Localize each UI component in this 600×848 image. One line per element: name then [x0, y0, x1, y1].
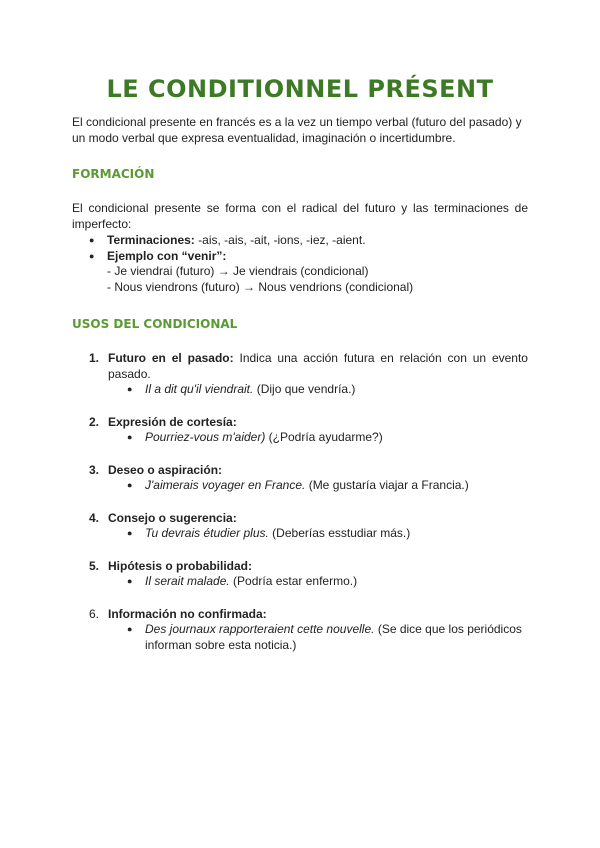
item-number: 4.	[89, 510, 100, 525]
list-item	[72, 415, 528, 446]
use-title: Futuro en el pasado:	[108, 351, 234, 365]
bullet-icon: ●	[127, 432, 133, 442]
use-example	[72, 478, 528, 494]
use-heading-line	[72, 351, 528, 382]
list-item	[72, 463, 528, 494]
example-translation: (Me gustaría viajar a Francia.)	[305, 478, 469, 492]
item-number: 3.	[89, 462, 100, 477]
example-translation: (Deberías esstudiar más.)	[268, 526, 411, 540]
example-line: - Je viendrai (futuro) → Je viendrais (condicional)	[107, 264, 369, 278]
example-translation: (Se dice que los periódicos informan sobre esta noticia.)	[145, 622, 522, 652]
bullet-icon: ●	[127, 384, 133, 394]
example-french: Il a dit qu'il viendrait.	[145, 382, 254, 396]
terminaciones-text: -ais, -ais, -ait, -ions, -iez, -aient.	[194, 233, 366, 247]
intro-paragraph: El condicional presente en francés es a la vez un tiempo verbal (futuro del pasado) y un modo verbal que expresa eventualidad, imaginación o incertidumbre.	[72, 115, 522, 145]
use-heading-line	[72, 607, 528, 623]
use-example	[72, 382, 528, 398]
list-item	[72, 607, 528, 654]
example-translation: (¿Podría ayudarme?)	[265, 430, 383, 444]
use-heading-line	[72, 463, 528, 479]
use-example	[72, 526, 528, 542]
bullet-icon: ●	[89, 235, 95, 245]
example-line: - Nous viendrons (futuro) → Nous vendrions (condicional)	[107, 279, 414, 294]
list-item	[72, 249, 528, 265]
use-example	[72, 622, 528, 653]
use-heading-line	[72, 559, 528, 575]
use-description: Indica una acción futura en relación con un evento pasado.	[108, 351, 528, 381]
use-title: Deseo o aspiración:	[108, 462, 223, 477]
list-item	[72, 511, 528, 542]
formation-list	[72, 233, 528, 295]
example-french: J'aimerais voyager en France.	[145, 478, 306, 492]
bullet-icon: ●	[127, 528, 133, 538]
uses-heading: USOS DEL CONDICIONAL	[72, 317, 238, 331]
use-heading-line	[72, 415, 528, 431]
terminaciones-label: Terminaciones:	[107, 233, 195, 247]
bullet-icon: ●	[127, 480, 133, 490]
example-french: Tu devrais étudier plus.	[145, 526, 269, 540]
uses-list	[72, 351, 528, 670]
page-title: LE CONDITIONNEL PRÉSENT	[106, 75, 494, 103]
list-item	[72, 351, 528, 398]
bullet-icon: ●	[89, 250, 95, 261]
item-number: 6.	[89, 606, 100, 621]
item-number: 1.	[89, 351, 100, 365]
bullet-icon: ●	[127, 624, 133, 634]
list-item	[72, 559, 528, 590]
use-title: Información no confirmada:	[108, 606, 267, 621]
formation-heading: FORMACIÓN	[72, 167, 155, 181]
use-example	[72, 574, 528, 590]
item-number: 5.	[89, 558, 100, 573]
use-title: Hipótesis o probabilidad:	[108, 558, 253, 573]
use-title: Expresión de cortesía:	[108, 414, 237, 429]
example-french: Il serait malade.	[145, 574, 230, 588]
example-french: Des journaux rapporteraient cette nouvelle.	[145, 622, 375, 636]
use-example	[72, 430, 528, 446]
use-heading-line	[72, 511, 528, 527]
ejemplo-label: Ejemplo con “venir”:	[107, 248, 227, 263]
formation-paragraph: El condicional presente se forma con el radical del futuro y las terminaciones de imperfecto:	[72, 201, 528, 231]
bullet-icon: ●	[127, 576, 133, 586]
item-number: 2.	[89, 414, 100, 429]
example-translation: (Podría estar enfermo.)	[229, 574, 358, 588]
list-item	[72, 233, 528, 249]
example-french: Pourriez-vous m'aider)	[145, 430, 266, 444]
example-translation: (Dijo que vendría.)	[253, 382, 356, 396]
use-title: Consejo o sugerencia:	[108, 510, 237, 525]
